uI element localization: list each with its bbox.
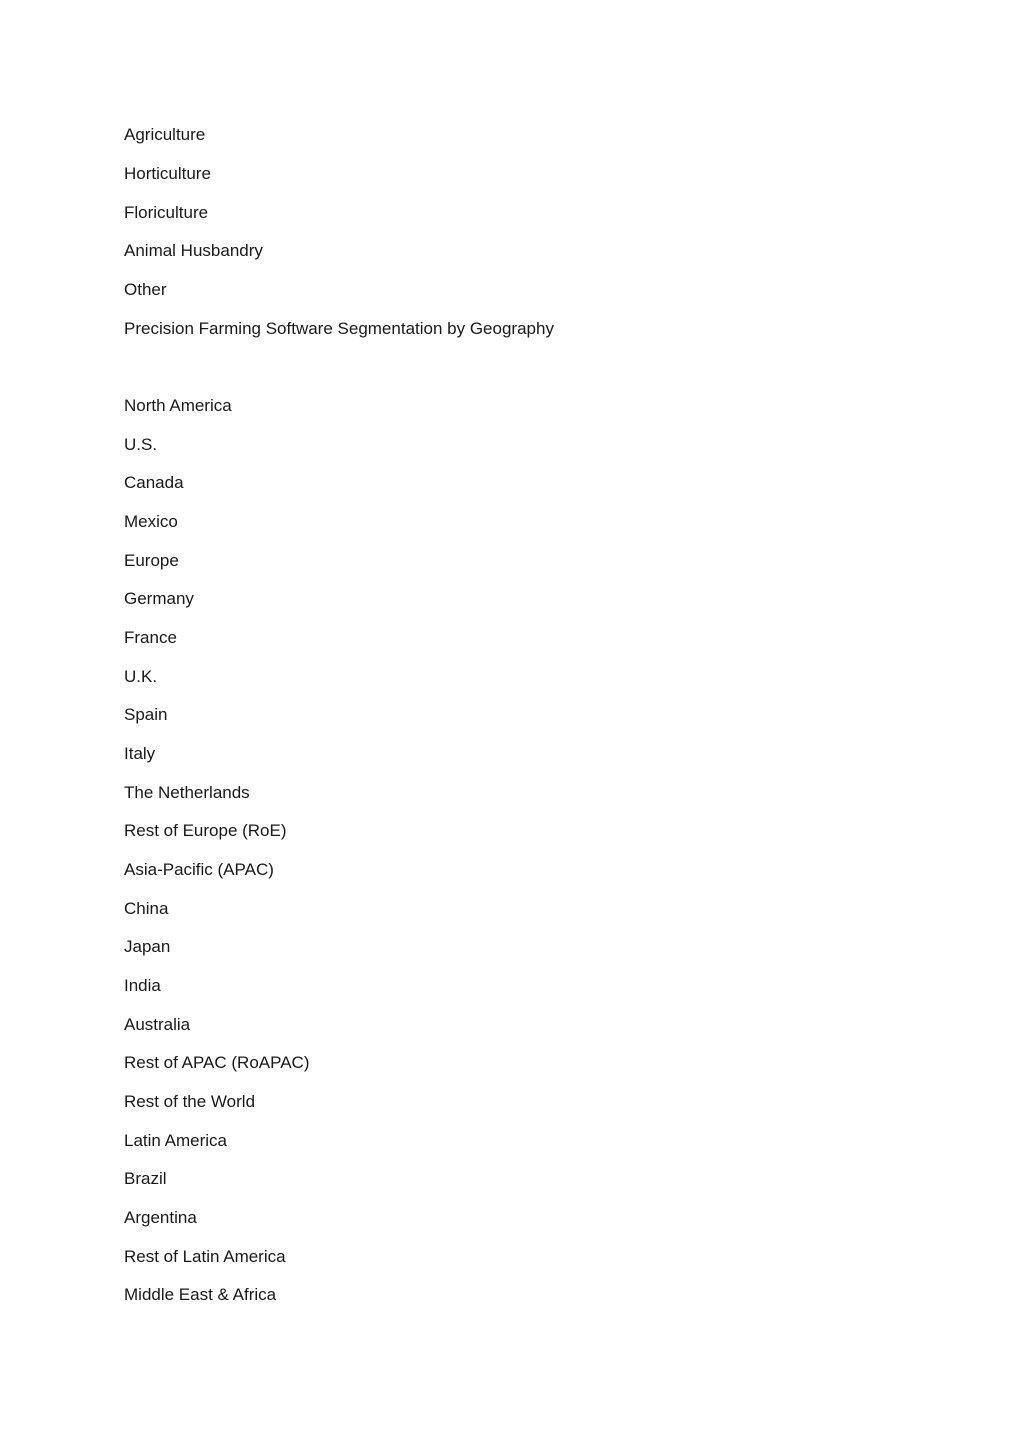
geography-item-italy: Italy xyxy=(124,744,156,763)
geography-item-canada: Canada xyxy=(124,473,184,492)
geography-item-us: U.S. xyxy=(124,435,158,454)
geography-item-spain: Spain xyxy=(124,705,168,724)
geography-item-middle-east-africa: Middle East & Africa xyxy=(124,1285,277,1304)
geography-item-japan: Japan xyxy=(124,937,171,956)
geography-item-rest-of-europe: Rest of Europe (RoE) xyxy=(124,821,287,840)
application-item-other: Other xyxy=(124,280,167,299)
geography-item-uk: U.K. xyxy=(124,667,158,686)
geography-item-rest-of-apac: Rest of APAC (RoAPAC) xyxy=(124,1053,310,1072)
geography-item-argentina: Argentina xyxy=(124,1208,197,1227)
geography-item-north-america: North America xyxy=(124,396,232,415)
geography-item-mexico: Mexico xyxy=(124,512,178,531)
application-item-animal-husbandry: Animal Husbandry xyxy=(124,241,263,260)
application-item-agriculture: Agriculture xyxy=(124,125,206,144)
application-item-floriculture: Floriculture xyxy=(124,203,209,222)
geography-item-rest-of-world: Rest of the World xyxy=(124,1092,256,1111)
geography-item-latin-america: Latin America xyxy=(124,1131,227,1150)
geography-item-france: France xyxy=(124,628,177,647)
application-item-horticulture: Horticulture xyxy=(124,164,211,183)
geography-item-rest-of-latin-america: Rest of Latin America xyxy=(124,1247,286,1266)
geography-item-australia: Australia xyxy=(124,1015,191,1034)
geography-item-asia-pacific: Asia-Pacific (APAC) xyxy=(124,860,274,879)
geography-item-brazil: Brazil xyxy=(124,1169,167,1188)
geography-heading: Precision Farming Software Segmentation by Geography xyxy=(124,319,554,338)
geography-item-china: China xyxy=(124,899,169,918)
geography-item-netherlands: The Netherlands xyxy=(124,783,250,802)
geography-item-germany: Germany xyxy=(124,589,194,608)
geography-item-europe: Europe xyxy=(124,551,179,570)
geography-item-india: India xyxy=(124,976,161,995)
